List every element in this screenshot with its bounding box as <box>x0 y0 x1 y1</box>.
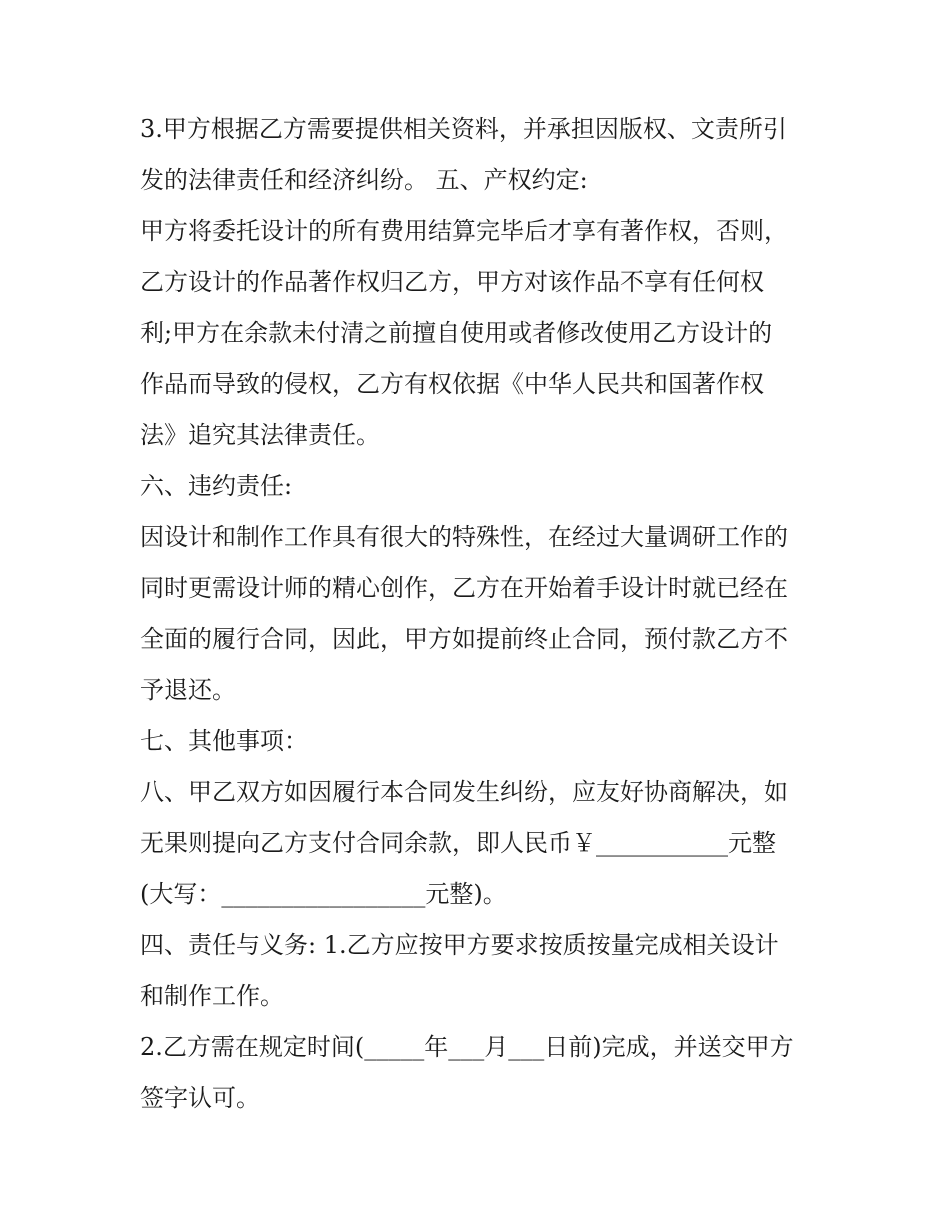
text-line: 利;甲方在余款未付清之前擅自使用或者修改使用乙方设计的 <box>140 319 773 347</box>
text-line: 乙方设计的作品著作权归乙方，甲方对该作品不享有任何权 <box>140 268 764 296</box>
text-line: 法》追究其法律责任。 <box>140 421 380 449</box>
section-heading: 七、其他事项： <box>140 727 308 755</box>
section-heading: 六、违约责任: <box>140 472 293 500</box>
text-line: 无果则提向乙方支付合同余款，即人民币￥___________元整 <box>140 829 776 857</box>
text-line: 发的法律责任和经济纠纷。 五、产权约定: <box>140 166 588 194</box>
text-line: (大写：_________________元整)。 <box>140 880 507 908</box>
text-line: 全面的履行合同，因此，甲方如提前终止合同，预付款乙方不 <box>140 625 788 653</box>
text-line: 同时更需设计师的精心创作，乙方在开始着手设计时就已经在 <box>140 574 788 602</box>
text-line: 甲方将委托设计的所有费用结算完毕后才享有著作权，否则， <box>140 217 788 245</box>
text-line: 四、责任与义务: 1.乙方应按甲方要求按质按量完成相关设计 <box>140 931 779 959</box>
text-line: 八、甲乙双方如因履行本合同发生纠纷，应友好协商解决，如 <box>140 778 788 806</box>
text-line: 3.甲方根据乙方需要提供相关资料，并承担因版权、文责所引 <box>140 115 787 143</box>
text-line: 2.乙方需在规定时间(_____年___月___日前)完成，并送交甲方 <box>140 1033 794 1061</box>
document-page <box>140 104 820 1124</box>
text-line: 作品而导致的侵权，乙方有权依据《中华人民共和国著作权 <box>140 370 764 398</box>
text-line: 和制作工作。 <box>140 982 284 1010</box>
text-line: 因设计和制作工作具有很大的特殊性，在经过大量调研工作的 <box>140 523 788 551</box>
text-line: 予退还。 <box>140 676 236 704</box>
text-line: 签字认可。 <box>140 1084 260 1112</box>
